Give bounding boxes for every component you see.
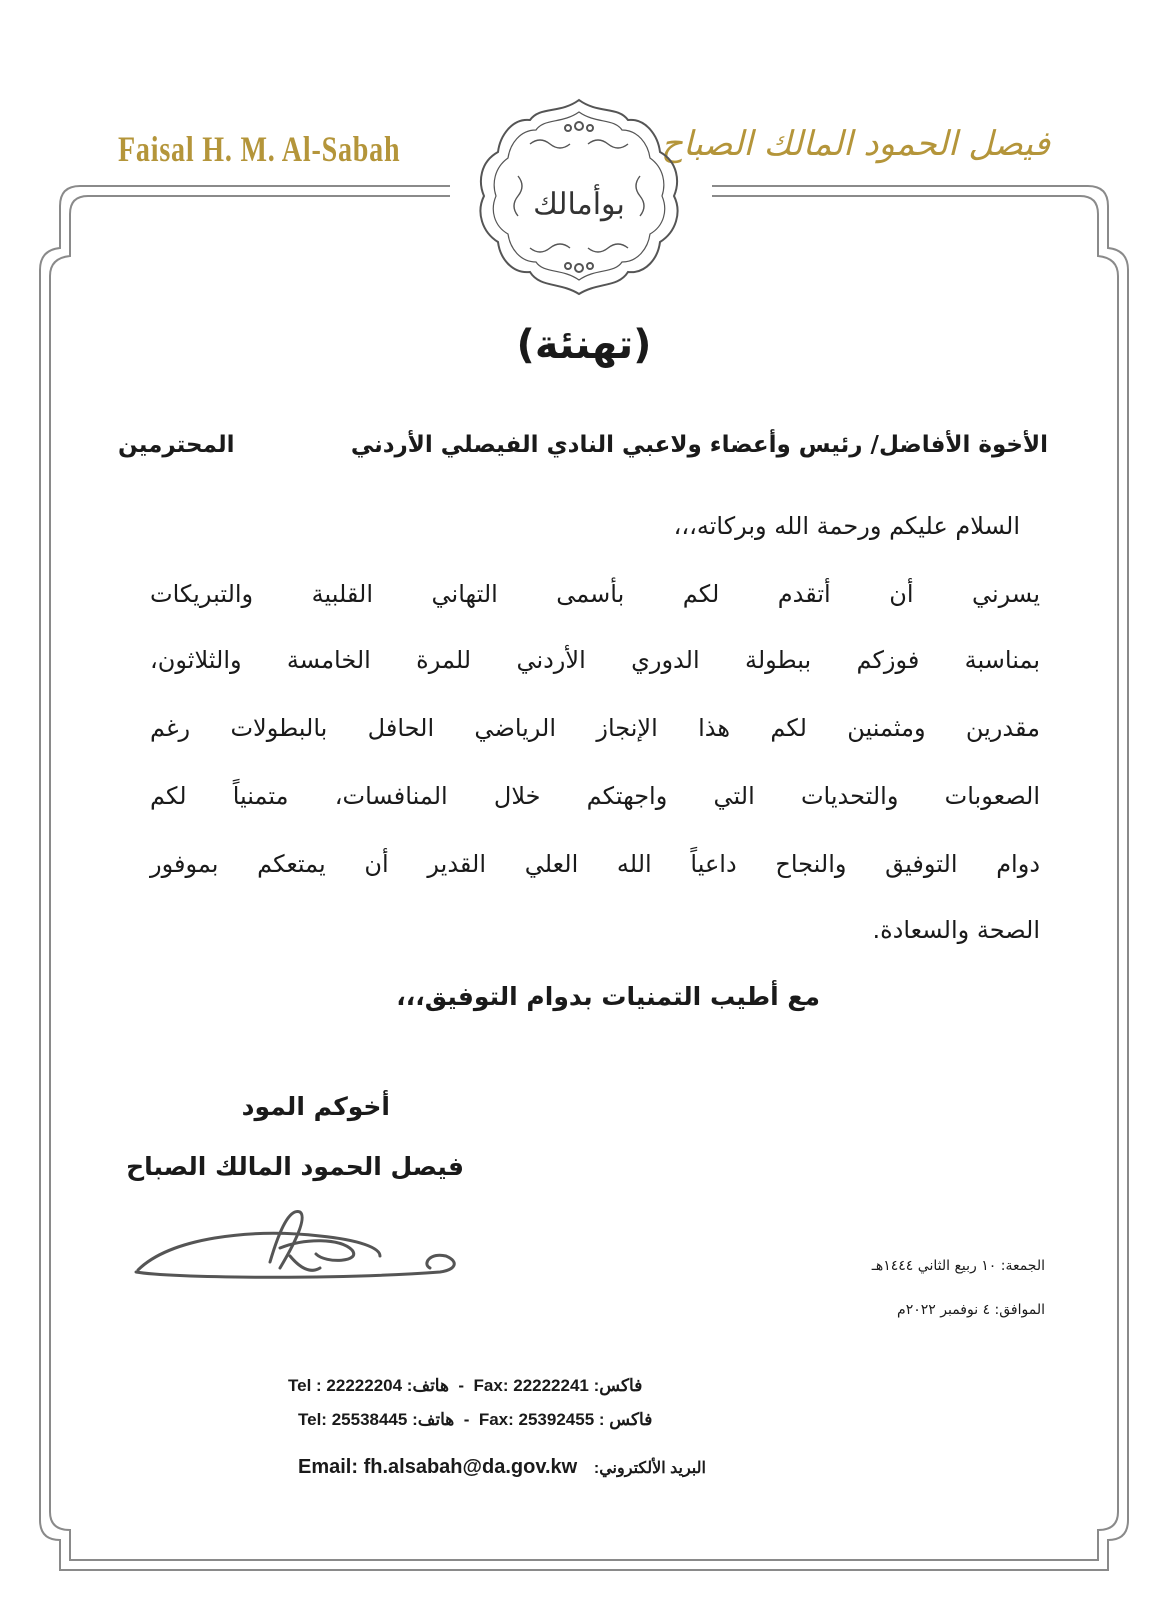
- tel-number: 22222204: [326, 1376, 403, 1395]
- body-line: دوام التوفيق والنجاح داعياً الله العلي القدير أن يمتعكم بموفور: [150, 850, 1040, 878]
- letter-title: (تهنئة): [516, 322, 652, 368]
- fax-label-ar: :فاكس: [593, 1376, 643, 1395]
- email-address[interactable]: fh.alsabah@da.gov.kw: [363, 1456, 578, 1478]
- contact-line-2: [298, 1410, 652, 1430]
- sign-off: أخوكم المود: [241, 1092, 390, 1121]
- body-last-line: الصحة والسعادة.: [872, 916, 1040, 944]
- seal-emblem: [468, 96, 690, 298]
- tel-label: Tel:: [298, 1410, 327, 1429]
- email-label-ar: :البريد الألكتروني: [593, 1460, 706, 1477]
- tel-label: Tel :: [288, 1376, 322, 1395]
- email-label: Email:: [298, 1456, 359, 1478]
- date-hijri: الجمعة: ١٠ ربيع الثاني ١٤٤٤هـ: [871, 1258, 1045, 1274]
- addressee: الأخوة الأفاضل/ رئيس وأعضاء ولاعبي النادي الفيصلي الأردني: [350, 432, 1048, 458]
- seal-text: بوأمالك: [533, 187, 625, 222]
- contact-email-line: [298, 1456, 706, 1479]
- letterhead-name-latin: Faisal H. M. Al-Sabah: [118, 129, 401, 169]
- fax-label-ar: : فاكس: [598, 1410, 653, 1429]
- body-line: بمناسبة فوزكم ببطولة الدوري الأردني للمرة الخامسة والثلاثون،: [150, 646, 1040, 674]
- tel-number: 25538445: [331, 1410, 408, 1429]
- handwritten-signature: [130, 1198, 470, 1298]
- fax-number: 25392455: [518, 1410, 595, 1429]
- contact-line-1: [288, 1376, 642, 1396]
- fax-label: Fax:: [473, 1376, 509, 1395]
- tel-label-ar: :هاتف: [412, 1410, 455, 1429]
- letterhead-name-arabic: فيصل الحمود المالك الصباح: [661, 124, 1050, 164]
- addressee-honorific: المحترمين: [118, 432, 235, 458]
- body-line: الصعوبات والتحديات التي واجهتكم خلال المنافسات، متمنياً لكم: [150, 782, 1040, 810]
- separator: -: [463, 1410, 470, 1429]
- separator: -: [458, 1376, 465, 1395]
- fax-number: 22222241: [513, 1376, 589, 1395]
- date-gregorian: الموافق: ٤ نوفمبر ٢٠٢٢م: [897, 1302, 1045, 1318]
- tel-label-ar: :هاتف: [406, 1376, 449, 1395]
- closing-line: مع أطيب التمنيات بدوام التوفيق،،،: [396, 982, 820, 1011]
- body-line: يسرني أن أتقدم لكم بأسمى التهاني القلبية والتبريكات: [150, 580, 1040, 608]
- signer-name: فيصل الحمود المالك الصباح: [126, 1152, 464, 1181]
- body-line: مقدرين ومثمنين لكم هذا الإنجاز الرياضي الحافل بالبطولات رغم: [150, 714, 1040, 742]
- fax-label: Fax:: [478, 1410, 514, 1429]
- addressee-row: [118, 432, 1048, 458]
- greeting: السلام عليكم ورحمة الله وبركاته،،،: [673, 512, 1020, 540]
